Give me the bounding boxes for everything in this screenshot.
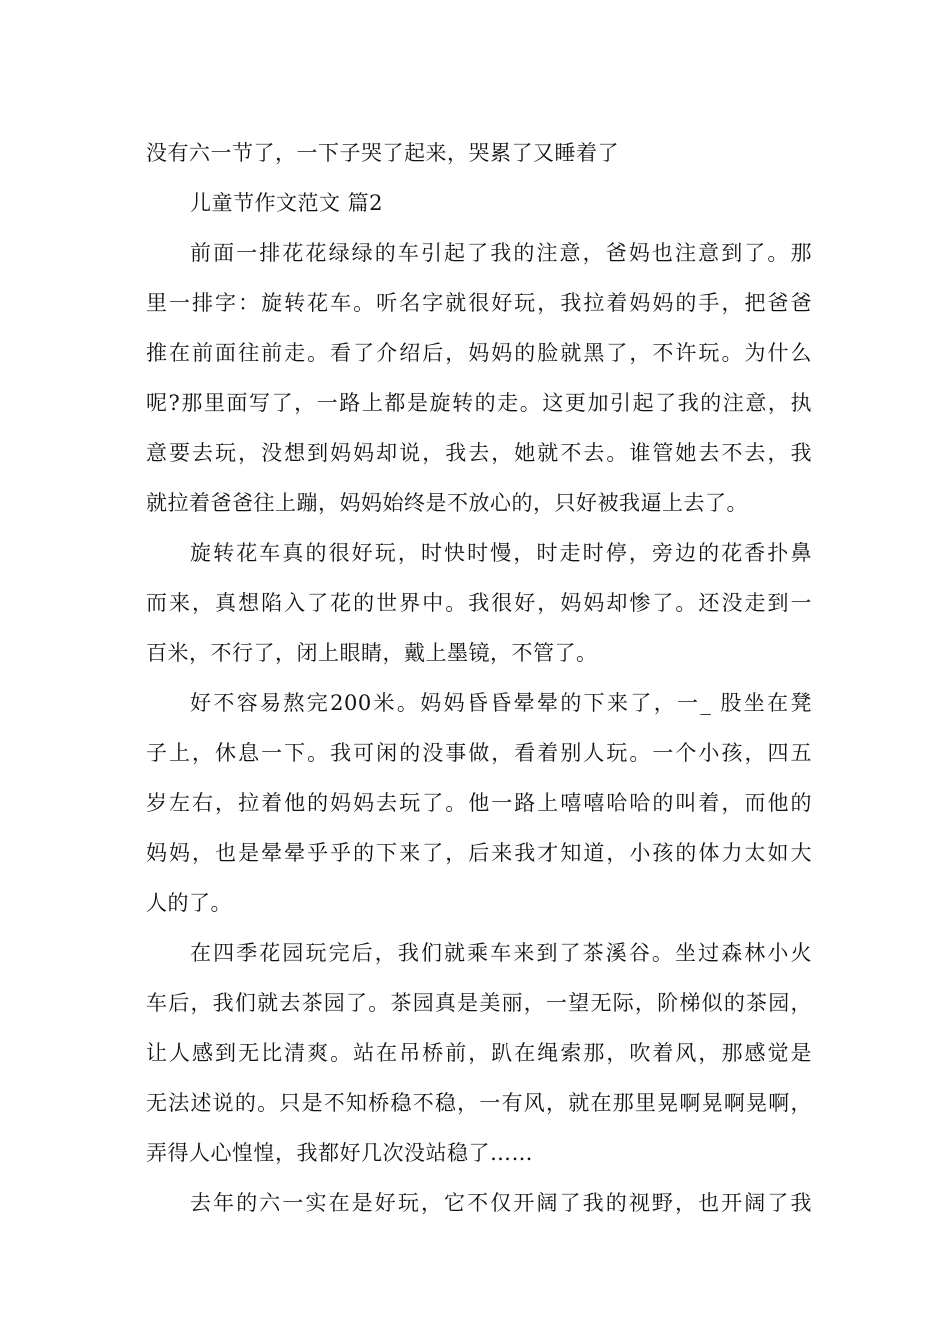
- essay-body: [146, 128, 812, 1228]
- text-line: 意要去玩，没想到妈妈却说，我去，她就不去。谁管她去不去，我: [146, 441, 812, 465]
- text-line: 岁左右，拉着他的妈妈去玩了。他一路上嘻嘻哈哈的叫着，而他的: [146, 791, 812, 815]
- text-line: 妈妈，也是晕晕乎乎的下来了，后来我才知道，小孩的体力太如大: [146, 841, 812, 865]
- text-line: 去年的六一实在是好玩，它不仅开阔了我的视野，也开阔了我: [190, 1191, 812, 1215]
- text-line: 无法述说的。只是不知桥稳不稳，一有风，就在那里晃啊晃啊晃啊，: [146, 1091, 812, 1115]
- text-line: 呢?那里面写了，一路上都是旋转的走。这更加引起了我的注意，执: [146, 391, 812, 415]
- text-line: 前面一排花花绿绿的车引起了我的注意，爸妈也注意到了。那: [190, 241, 812, 265]
- text-line: 推在前面往前走。看了介绍后，妈妈的脸就黑了，不许玩。为什么: [146, 341, 812, 365]
- text-line: 好不容易熬完200米。妈妈昏昏晕晕的下来了，一_ 股坐在凳: [190, 691, 812, 715]
- text-line: 旋转花车真的很好玩，时快时慢，时走时停，旁边的花香扑鼻: [190, 541, 812, 565]
- text-line: 人的了。: [146, 891, 232, 915]
- text-line: 让人感到无比清爽。站在吊桥前，趴在绳索那，吹着风，那感觉是: [146, 1041, 812, 1065]
- text-line: 百米，不行了，闭上眼睛，戴上墨镜，不管了。: [146, 641, 598, 665]
- text-line: 车后，我们就去茶园了。茶园真是美丽，一望无际，阶梯似的茶园，: [146, 991, 812, 1015]
- text-line: 在四季花园玩完后，我们就乘车来到了茶溪谷。坐过森林小火: [190, 941, 812, 965]
- text-line: 子上，休息一下。我可闲的没事做，看着别人玩。一个小孩，四五: [146, 741, 812, 765]
- text-line: 儿童节作文范文 篇2: [190, 191, 384, 215]
- text-line: 就拉着爸爸往上蹦，妈妈始终是不放心的，只好被我逼上去了。: [146, 491, 748, 515]
- text-line: 里一排字：旋转花车。听名字就很好玩，我拉着妈妈的手，把爸爸: [146, 291, 812, 315]
- text-line: 弄得人心惶惶，我都好几次没站稳了……: [146, 1141, 533, 1165]
- text-line: 没有六一节了，一下子哭了起来，哭累了又睡着了: [146, 141, 619, 165]
- text-line: 而来，真想陷入了花的世界中。我很好，妈妈却惨了。还没走到一: [146, 591, 812, 615]
